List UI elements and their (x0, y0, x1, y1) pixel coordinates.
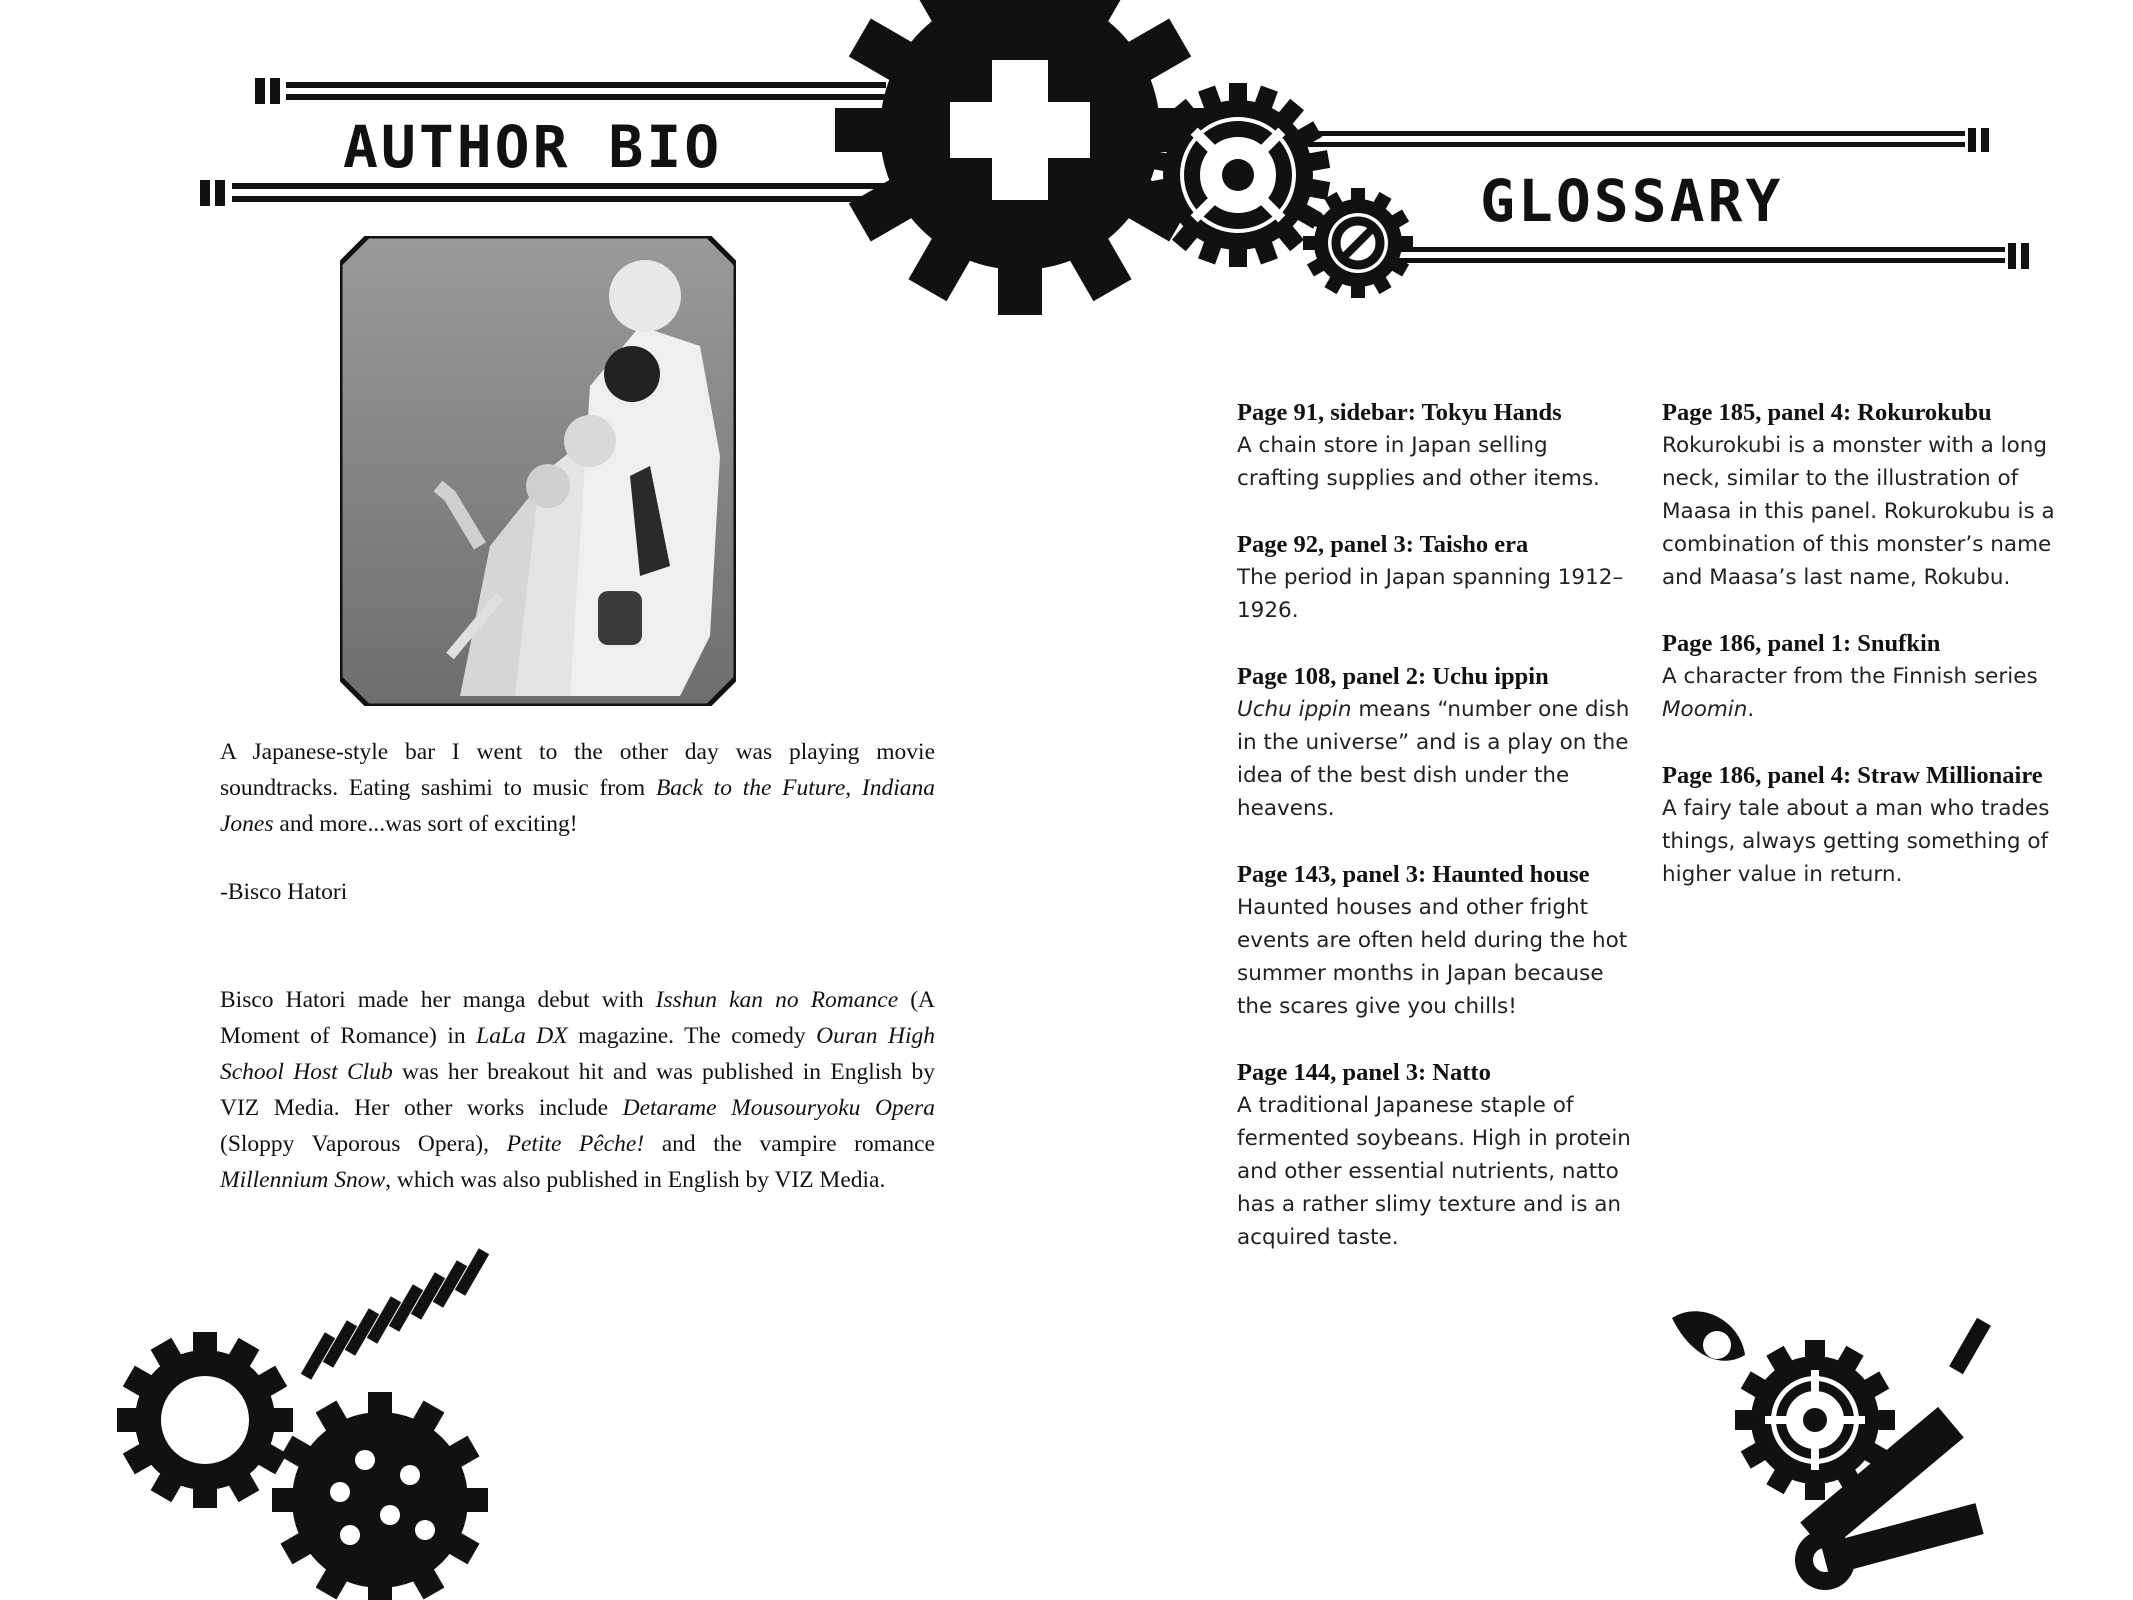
glossary-entry-text: . (1747, 697, 1755, 722)
bio-work-title: Detarame Mousouryoku Opera (622, 1095, 935, 1121)
bio-quote-text: A Japanese-style bar I went to the other day was playing movie soundtracks. Eating sashimi to music from (220, 739, 935, 801)
glossary-entry-title: Page 186, panel 4: Straw Millionaire (1662, 762, 2043, 789)
bio-work-title: Petite Pêche! (506, 1131, 645, 1157)
bio-quote-title-1: Back to the Future (655, 775, 846, 801)
bio-signature: -Bisco Hatori (220, 879, 348, 905)
bio-profile-text: (Sloppy Vaporous Opera), (220, 1131, 507, 1157)
glossary-entry-title: Page 143, panel 3: Haunted house (1237, 861, 1590, 888)
glossary-entry (1237, 396, 1632, 495)
bio-magazine-title: LaLa DX (476, 1023, 568, 1049)
glossary-entry (1662, 396, 2057, 594)
glossary-heading: GLOSSARY (1470, 172, 1793, 230)
glossary-entry-title: Page 186, panel 1: Snufkin (1662, 630, 1941, 657)
glossary-entry-body (1237, 693, 1632, 825)
bottom-right-mechanism-icon (1672, 1311, 1991, 1590)
glossary-column-1 (1237, 396, 1632, 1287)
author-bio-heading: AUTHOR BIO (333, 118, 732, 176)
glossary-entry-text: A character from the Finnish series (1662, 664, 2038, 689)
bio-quote-title-2: Indiana Jones (220, 775, 936, 837)
glossary-entry (1662, 759, 2057, 891)
glossary-entry-body: The period in Japan spanning 1912–1926. (1237, 565, 1624, 623)
bio-profile-text: magazine. The comedy (567, 1023, 817, 1049)
glossary-entry-body: A chain store in Japan selling crafting supplies and other items. (1237, 433, 1600, 491)
bio-quote (220, 734, 935, 842)
author-illustration (340, 236, 736, 706)
bio-profile-text: Bisco Hatori made her manga debut with (220, 987, 656, 1013)
bio-work-title: Isshun kan no Romance (655, 987, 899, 1013)
ring-gear-icon (1146, 83, 1330, 267)
glossary-entry (1237, 660, 1632, 825)
glossary-entry (1237, 528, 1632, 627)
bio-work-title: Ouran High School Host Club (220, 1023, 935, 1085)
glossary-term: Uchu ippin (1237, 697, 1352, 722)
glossary-entry-body (1662, 660, 2057, 726)
bio-profile-text: was her breakout hit and was published in English by VIZ Media. Her other works include (220, 1059, 935, 1121)
glossary-entry-body: A fairy tale about a man who trades things, always getting something of higher value in return. (1662, 796, 2050, 887)
glossary-column-2 (1662, 396, 2057, 924)
striped-rail-icon (301, 1248, 489, 1380)
glossary-entry (1662, 627, 2057, 726)
bio-profile (220, 982, 935, 1198)
bio-profile-text: and the vampire romance (644, 1131, 935, 1157)
glossary-entry-body: Rokurokubi is a monster with a long neck, similar to the illustration of Maasa in this panel. Rokurokubu is a combination of this monster’s name and Maasa’s last name, Rokubu. (1662, 433, 2055, 590)
bio-work-title: Millennium Snow (220, 1167, 386, 1193)
glossary-entry-text: means “number one dish in the universe” and is a play on the idea of the best dish under the heavens. (1237, 697, 1630, 821)
glossary-entry-title: Page 144, panel 3: Natto (1237, 1059, 1491, 1086)
glossary-entry-title: Page 91, sidebar: Tokyu Hands (1237, 399, 1562, 426)
bottom-left-gear-icon (117, 1332, 293, 1508)
glossary-term: Moomin (1662, 697, 1748, 722)
dotted-gear-icon (272, 1392, 488, 1600)
glossary-entry-body: A traditional Japanese staple of fermented soybeans. High in protein and other essential nutrients, natto has a rather slimy texture and is an acquired taste. (1237, 1093, 1631, 1250)
glossary-entry (1237, 858, 1632, 1023)
glossary-entry (1237, 1056, 1632, 1254)
small-gear-icon (1303, 188, 1413, 298)
bio-profile-text: , which was also published in English by VIZ Media. (385, 1167, 886, 1193)
bio-profile-text: (A Moment of Romance) in (220, 987, 936, 1049)
glossary-entry-title: Page 108, panel 2: Uchu ippin (1237, 663, 1549, 690)
bio-quote-text: , (845, 775, 862, 801)
glossary-entry-title: Page 185, panel 4: Rokurokubu (1662, 399, 1992, 426)
glossary-entry-title: Page 92, panel 3: Taisho era (1237, 531, 1529, 558)
glossary-entry-body: Haunted houses and other fright events are often held during the hot summer months in Japan because the scares give you chills! (1237, 895, 1628, 1019)
bio-quote-text: and more...was sort of exciting! (273, 811, 578, 837)
